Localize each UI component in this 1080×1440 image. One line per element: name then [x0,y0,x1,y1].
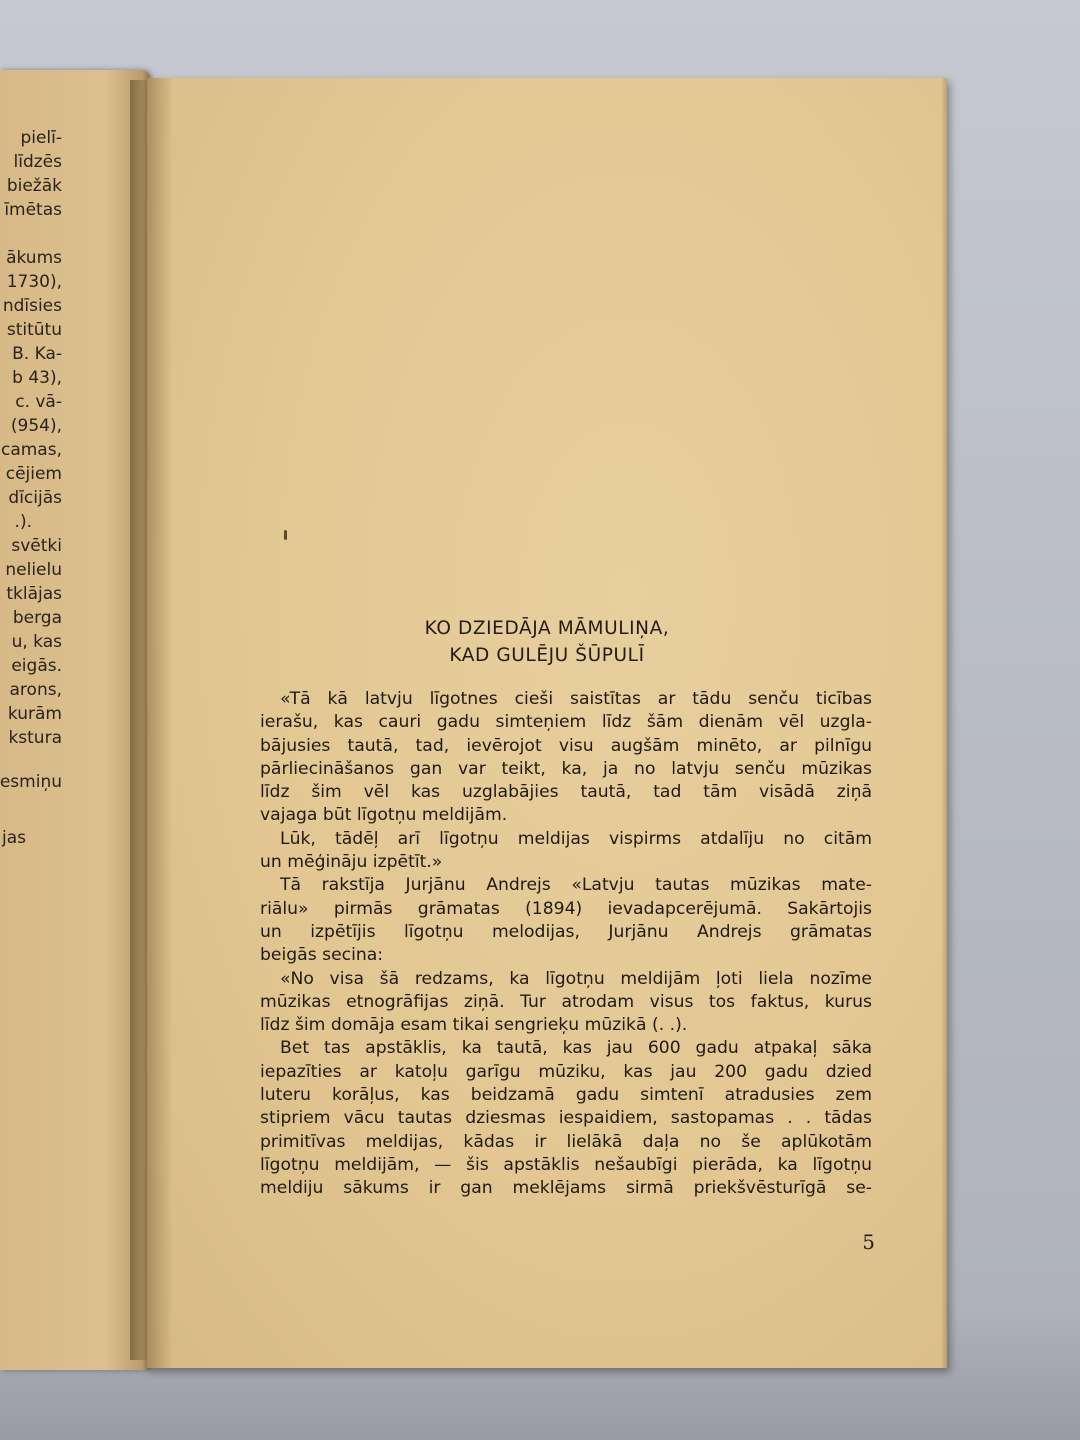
text-line: iepazīties ar katoļu garīgu mūziku, kas jau 200 gadu dzied [260,1061,872,1082]
left-page-line: eigās. [11,656,62,676]
text-line: pārliecināšanos gan var teikt, ka, ja no latvju senču mūzikas [260,758,872,779]
left-page-line: ndīsies [2,296,62,316]
left-page-line: 1730), [6,272,62,292]
ink-smudge [284,530,287,540]
text-line: beigās secina: [260,945,384,966]
left-page-line: arons, [9,680,62,700]
text-line: un izpētījis līgotņu melodijas, Jurjānu Andrejs grāmatas [260,921,872,942]
text-line: Bet tas apstāklis, ka tautā, kas jau 600 gadu atpakaļ sāka [280,1038,872,1059]
text-line: ierašu, kas cauri gadu simteņiem līdz šām dienām vēl uzgla- [260,712,872,733]
left-page-line: berga [12,608,62,628]
left-page-line: b 43), [12,368,62,388]
page-number: 5 [862,1230,875,1254]
text-line: mūzikas etnogrāfijas ziņā. Tur atrodam visus tos faktus, kurus [260,991,872,1012]
text-line: luteru korāļus, kas beidzamā gadu simtenī atradusies zem [260,1085,872,1106]
left-page-line: jas [2,828,26,848]
left-page-line: camas, [0,440,62,460]
left-page-line: ākums [6,248,62,268]
right-page [147,78,947,1368]
text-line: līgotņu meldijām, — šis apstāklis nešaubīgi pierāda, ka līgotņu [260,1154,872,1175]
left-page-line: .). [14,512,32,532]
text-line: «No visa šā redzams, ka līgotņu meldijām ļoti liela nozīme [280,968,872,989]
left-page-line: pielī- [20,128,62,148]
chapter-title-line-1: KO DZIEDĀJA MĀMULIŅA, [424,618,670,639]
text-line: un mēģināju izpētīt.» [260,852,443,873]
text-line: meldiju sākums ir gan meklējams sirmā priekšvēsturīgā se- [260,1178,872,1199]
left-page-line: līdzēs [13,152,62,172]
left-page-line: biežāk [6,176,62,196]
text-line: «Tā kā latvju līgotnes cieši saistītas ar tādu senču ticības [280,689,872,709]
chapter-title-line-2: KAD GULĒJU ŠŪPULĪ [449,645,645,666]
text-line: līdz šim vēl kas uzglabājies tautā, tad tām visādā ziņā [260,782,872,803]
left-page-line: stitūtu [6,320,62,340]
left-page-line: u, kas [11,632,62,652]
body-text [260,688,872,1201]
left-page-line: svētki [11,536,62,556]
left-page-line: B. Ka- [12,344,62,364]
text-line: stipriem vācu tautas dziesmas iespaidiem, sastopamas . . tādas [260,1108,872,1129]
left-page-line: c. vā- [15,392,62,412]
text-line: primitīvas meldijas, kādas ir lielākā daļa no še aplūkotām [260,1131,872,1152]
left-page-line: kstura [8,728,62,748]
left-page-line: (954), [10,416,62,436]
text-line: Lūk, tādēļ arī līgotņu meldijas vispirms atdalīju no citām [280,828,872,849]
text-line: bājusies tautā, tad, ievērojot visu augšām minēto, ar pilnīgu [260,735,872,756]
left-page-line: īmētas [4,200,62,220]
left-page-line: cējiem [5,464,62,484]
left-page-line: tklājas [6,584,62,604]
text-line: līdz šim domāja esam tikai sengrieķu mūzikā (. .). [260,1015,688,1036]
left-page-line: nelielu [5,560,62,580]
left-page [0,70,150,1370]
text-line: vajaga būt līgotņu meldijām. [260,805,508,826]
text-line: Tā rakstīja Jurjānu Andrejs «Latvju tautas mūzikas mate- [280,875,872,896]
text-line: riālu» pirmās grāmatas (1894) ievadapcerējumā. Sakārtojis [260,898,872,919]
left-page-line: dīcijās [8,488,62,508]
left-page-line: esmiņu [0,772,62,792]
left-page-line: kurām [7,704,62,724]
